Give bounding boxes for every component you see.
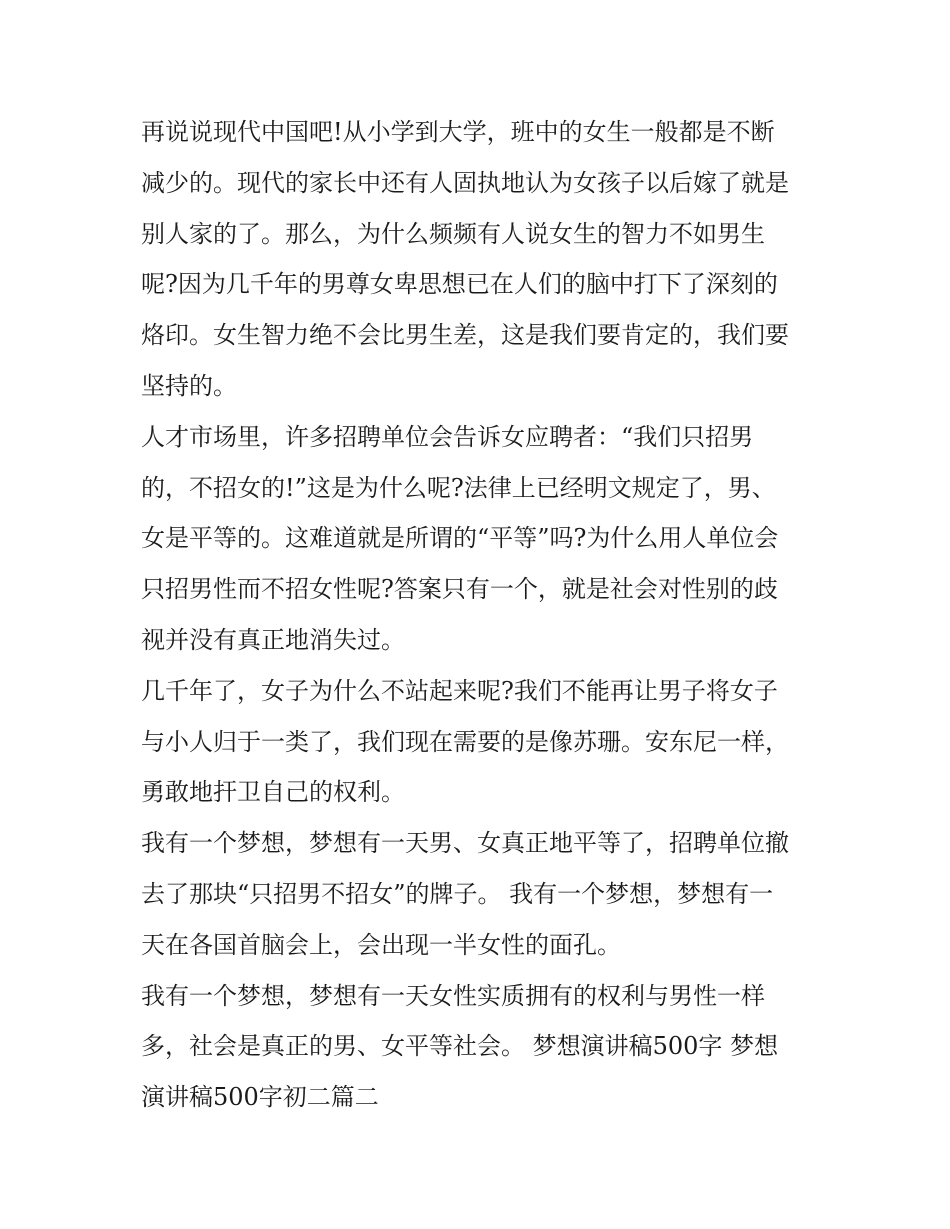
text-line: 天在各国首脑会上，会出现一半女性的面孔。 [141,930,621,959]
text-line: 再说说现代中国吧!从小学到大学，班中的女生一般都是不断 [141,118,775,146]
text-line: 与小人归于一类了，我们现在需要的是像苏珊。安东尼一样， [141,727,789,756]
text-line: 去了那块“只招男不招女”的牌子。 我有一个梦想，梦想有一 [141,879,774,908]
text-line: 几千年了，女子为什么不站起来呢?我们不能再让男子将女子 [141,676,778,705]
text-line: 减少的。现代的家长中还有人固执地认为女孩子以后嫁了就是 [141,168,789,197]
text-line: 坚持的。 [141,371,237,400]
text-line: 的，不招女的!”这是为什么呢?法律上已经明文规定了，男、 [141,473,776,502]
text-line: 只招男性而不招女性呢?答案只有一个，就是社会对性别的歧 [141,575,778,604]
text-line: 女是平等的。这难道就是所谓的“平等”吗?为什么用人单位会 [141,524,779,553]
text-line: 我有一个梦想，梦想有一天男、女真正地平等了，招聘单位撤 [141,829,789,858]
text-line: 呢?因为几千年的男尊女卑思想已在人们的脑中打下了深刻的 [141,270,778,299]
text-line: 多，社会是真正的男、女平等社会。 梦想演讲稿500字 梦想 [141,1032,779,1061]
text-line: 视并没有真正地消失过。 [141,625,405,654]
text-line: 烙印。女生智力绝不会比男生差，这是我们要肯定的，我们要 [141,321,789,350]
text-line: 勇敢地扞卫自己的权利。 [141,778,405,807]
text-line: 演讲稿500字初二篇二 [141,1083,379,1112]
text-line: 我有一个梦想，梦想有一天女性实质拥有的权利与男性一样 [141,981,765,1010]
document-body [141,107,831,1123]
text-line: 别人家的了。那么，为什么频频有人说女生的智力不如男生 [141,219,765,248]
text-line: 人才市场里，许多招聘单位会告诉女应聘者：“我们只招男 [141,422,754,451]
